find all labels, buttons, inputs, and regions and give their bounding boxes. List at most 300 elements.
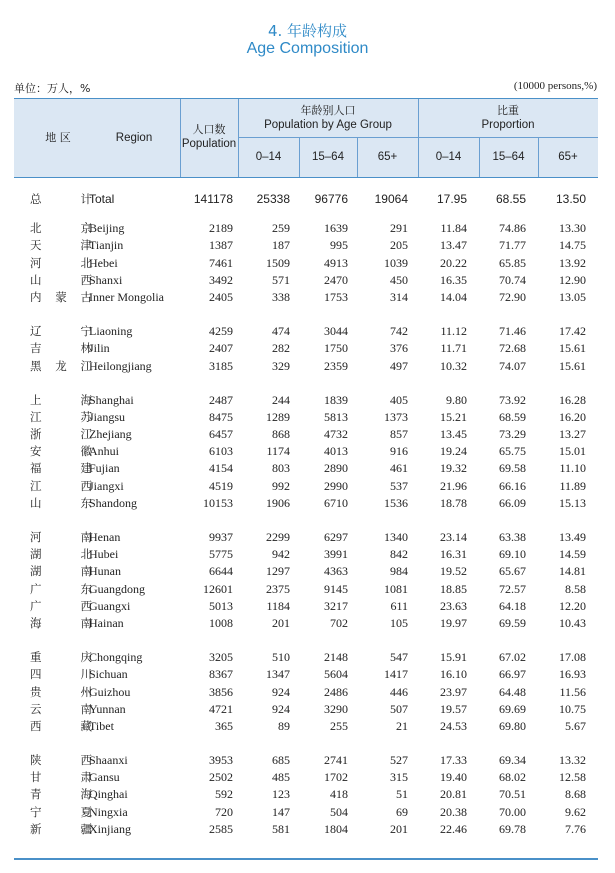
cell-a2: 2890 [324,461,348,476]
cell-p1: 19.97 [440,615,467,630]
cell-a2: 2741 [324,753,348,768]
region-name-en: Jiangxi [89,478,124,493]
cell-a3: 1536 [384,495,408,510]
cell-a3: 916 [390,444,408,459]
table-row [14,478,598,495]
region-name-cn: 陕西 [30,753,92,768]
cell-p1: 22.46 [440,821,467,836]
cell-a3: 1417 [384,667,408,682]
cell-a1: 338 [272,289,290,304]
region-name-en: Hunan [89,564,121,579]
cell-a2: 5813 [324,409,348,424]
cell-a1: 942 [272,547,290,562]
cell-p1: 18.85 [440,581,467,596]
unit-label-cn: 单位：万人，% [14,82,91,95]
cell-p1: 20.81 [440,787,467,802]
cell-pop: 4721 [209,701,233,716]
cell-pop: 3953 [209,753,233,768]
region-name-en: Jilin [89,341,110,356]
cell-p2: 69.58 [499,461,526,476]
cell-p3: 13.32 [559,753,586,768]
region-name-cn: 安徽 [30,444,92,459]
cell-p2: 71.77 [499,238,526,253]
table-header [14,98,598,178]
cell-pop: 6103 [209,444,233,459]
region-name-en: Ningxia [89,804,128,819]
cell-p2: 72.57 [499,581,526,596]
cell-a1: 510 [272,650,290,665]
cell-p1: 19.57 [440,701,467,716]
region-name-en: Total [89,192,115,206]
region-name-en: Yunnan [89,701,126,716]
cell-p2: 66.16 [499,478,526,493]
cell-pop: 3492 [209,272,233,287]
cell-a1: 329 [272,358,290,373]
header-population [180,123,238,151]
table-bottom-rule [14,858,598,860]
cell-pop: 4154 [209,461,233,476]
page-title-en: Age Composition [246,40,369,57]
cell-pop: 5775 [209,547,233,562]
cell-a2: 96776 [314,192,348,206]
cell-p2: 69.69 [499,701,526,716]
cell-a2: 4732 [324,427,348,442]
cell-pop: 2502 [209,770,233,785]
table-row [14,323,598,340]
cell-a3: 315 [390,770,408,785]
table-row [14,649,598,666]
header-proportion [418,104,598,132]
cell-p1: 23.63 [440,598,467,613]
cell-p2: 73.29 [499,427,526,442]
cell-a1: 1297 [266,564,290,579]
region-name-cn: 云南 [30,701,92,716]
cell-p3: 11.10 [559,461,586,476]
cell-p2: 65.75 [499,444,526,459]
cell-p1: 10.32 [440,358,467,373]
cell-a2: 9145 [324,581,348,596]
table-row [14,786,598,803]
cell-a1: 992 [272,478,290,493]
cell-p2: 64.18 [499,598,526,613]
region-name-cn: 海南 [30,615,92,630]
table-row [14,255,598,272]
table-row [14,804,598,821]
region-name-en: Qinghai [89,787,128,802]
header-prop-0-14: 0–14 [435,151,462,163]
region-name-cn: 甘肃 [30,770,92,785]
page-title-cn: 4. 年龄构成 [267,22,348,40]
header-region-cn: 地 区 [45,131,71,144]
header-age-65: 65+ [377,151,398,163]
cell-a1: 474 [272,324,290,339]
cell-a2: 3290 [324,701,348,716]
cell-a1: 1347 [266,667,290,682]
cell-p2: 63.38 [499,530,526,544]
cell-p3: 13.05 [559,289,586,304]
cell-p1: 24.53 [440,718,467,733]
cell-p2: 69.34 [499,753,526,768]
region-name-cn: 天津 [30,238,92,253]
region-name-cn: 黑龙江 [30,358,92,373]
header-age-0-14: 0–14 [255,151,282,163]
region-name-en: Shandong [89,495,137,510]
cell-p2: 69.78 [499,821,526,836]
region-name-en: Hainan [89,615,124,630]
cell-p2: 74.07 [499,358,526,373]
table-row [14,752,598,769]
cell-p3: 16.93 [559,667,586,682]
cell-a1: 1509 [266,255,290,270]
cell-a1: 1906 [266,495,290,510]
region-name-cn: 河北 [30,255,92,270]
cell-p2: 66.97 [499,667,526,682]
region-name-en: Henan [89,530,121,544]
cell-a3: 205 [390,238,408,253]
cell-p1: 16.35 [440,272,467,287]
cell-a3: 537 [390,478,408,493]
cell-a1: 571 [272,272,290,287]
unit-label-en: (10000 persons,%) [513,80,597,92]
region-name-cn: 上海 [30,392,92,407]
cell-pop: 2487 [209,392,233,407]
region-name-cn: 湖南 [30,564,92,579]
cell-a2: 1639 [324,221,348,236]
region-name-en: Heilongjiang [89,358,152,373]
cell-a2: 6710 [324,495,348,510]
cell-a3: 857 [390,427,408,442]
region-name-cn: 新疆 [30,821,92,836]
cell-p1: 17.33 [440,753,467,768]
region-name-en: Tibet [89,718,114,733]
cell-a1: 201 [272,615,290,630]
cell-p1: 14.04 [440,289,467,304]
region-name-en: Tianjin [89,238,124,253]
cell-p3: 15.01 [559,444,586,459]
region-name-cn: 山东 [30,495,92,510]
cell-a3: 1340 [384,530,408,544]
cell-pop: 6457 [209,427,233,442]
region-name-cn: 河南 [30,530,92,544]
header-age-group-en: Population by Age Group [264,119,392,131]
cell-pop: 3856 [209,684,233,699]
cell-p2: 68.59 [499,409,526,424]
cell-pop: 2405 [209,289,233,304]
table-row [14,443,598,460]
cell-p2: 68.02 [499,770,526,785]
cell-p2: 67.02 [499,650,526,665]
cell-p3: 14.59 [559,547,586,562]
region-name-cn: 山西 [30,272,92,287]
cell-p1: 19.52 [440,564,467,579]
table-row [14,529,598,546]
region-name-en: Fujian [89,461,120,476]
region-name-cn: 重庆 [30,650,92,665]
cell-p1: 18.78 [440,495,467,510]
cell-p2: 65.67 [499,564,526,579]
cell-pop: 8475 [209,409,233,424]
table-row [14,769,598,786]
cell-a1: 1174 [266,444,290,459]
cell-p1: 16.31 [440,547,467,562]
table-row [14,409,598,426]
cell-p3: 14.75 [559,238,586,253]
cell-p3: 11.89 [559,478,586,493]
cell-a3: 21 [396,718,408,733]
cell-a1: 924 [272,684,290,699]
cell-p3: 12.58 [559,770,586,785]
cell-a3: 507 [390,701,408,716]
region-name-en: Inner Mongolia [89,289,164,304]
header-prop-65: 65+ [558,151,578,163]
table-row [14,563,598,580]
cell-a3: 405 [390,392,408,407]
table-row [14,821,598,838]
region-name-cn: 北京 [30,221,92,236]
total-row [14,191,598,208]
cell-pop: 4519 [209,478,233,493]
cell-a3: 1373 [384,409,408,424]
cell-a2: 2148 [324,650,348,665]
cell-pop: 2585 [209,821,233,836]
cell-p1: 11.71 [440,341,467,356]
cell-a1: 1184 [266,598,290,613]
cell-a3: 19064 [374,192,408,206]
cell-a3: 547 [390,650,408,665]
table-body [14,176,598,838]
cell-a1: 924 [272,701,290,716]
cell-a1: 25338 [256,192,290,206]
cell-p3: 13.27 [559,427,586,442]
cell-p2: 64.48 [499,684,526,699]
header-proportion-en: Proportion [481,119,535,131]
region-name-en: Shaanxi [89,753,128,768]
cell-p1: 20.22 [440,255,467,270]
cell-a1: 147 [272,804,290,819]
region-name-cn: 江苏 [30,409,92,424]
cell-p1: 19.24 [440,444,467,459]
cell-a1: 89 [278,718,290,733]
cell-a1: 803 [272,461,290,476]
header-age-group-cn: 年龄别人口 [300,104,356,117]
header-proportion-cn: 比重 [497,104,519,117]
cell-a3: 461 [390,461,408,476]
cell-a2: 4913 [324,255,348,270]
cell-p1: 16.10 [440,667,467,682]
cell-a2: 1750 [324,341,348,356]
table-row [14,340,598,357]
cell-a1: 244 [272,392,290,407]
cell-pop: 6644 [209,564,233,579]
region-name-cn: 内蒙古 [30,289,92,304]
region-name-cn: 湖北 [30,547,92,562]
cell-a3: 450 [390,272,408,287]
cell-p2: 71.46 [499,324,526,339]
table-row [14,460,598,477]
cell-p2: 65.85 [499,255,526,270]
cell-p1: 13.47 [440,238,467,253]
table-row [14,598,598,615]
cell-pop: 141178 [193,192,233,206]
cell-a1: 259 [272,221,290,236]
table-row [14,272,598,289]
region-name-en: Shanghai [89,392,134,407]
cell-a3: 446 [390,684,408,699]
cell-p3: 10.75 [559,701,586,716]
region-name-cn: 总计 [30,192,92,206]
header-age-15-64: 15–64 [312,151,344,163]
cell-p1: 11.12 [440,324,467,339]
cell-p2: 69.59 [499,615,526,630]
table-row [14,392,598,409]
cell-a3: 1039 [384,255,408,270]
cell-p3: 15.61 [559,358,586,373]
cell-p3: 14.81 [559,564,586,579]
cell-a2: 2486 [324,684,348,699]
cell-a2: 5604 [324,667,348,682]
cell-p3: 17.08 [559,650,586,665]
cell-p1: 23.14 [440,530,467,544]
cell-p3: 7.76 [565,821,586,836]
cell-a3: 291 [390,221,408,236]
region-name-en: Guizhou [89,684,131,699]
region-name-en: Jiangsu [89,409,125,424]
cell-pop: 365 [215,718,233,733]
cell-a3: 314 [390,289,408,304]
header-region-en: Region [115,132,153,144]
cell-p2: 70.51 [499,787,526,802]
cell-a3: 497 [390,358,408,373]
cell-a2: 3217 [324,598,348,613]
table-row [14,581,598,598]
cell-a2: 1753 [324,289,348,304]
cell-a2: 995 [330,238,348,253]
cell-a3: 742 [390,324,408,339]
cell-p1: 19.40 [440,770,467,785]
cell-p2: 72.90 [499,289,526,304]
region-name-cn: 宁夏 [30,804,92,819]
cell-a2: 255 [330,718,348,733]
cell-p2: 72.68 [499,341,526,356]
cell-a3: 1081 [384,581,408,596]
cell-a1: 123 [272,787,290,802]
cell-a2: 2470 [324,272,348,287]
cell-a1: 581 [272,821,290,836]
cell-p3: 16.20 [559,409,586,424]
cell-p2: 70.00 [499,804,526,819]
header-divider [238,137,598,138]
cell-p1: 9.80 [446,392,467,407]
region-name-en: Sichuan [89,667,128,682]
region-name-en: Hebei [89,255,118,270]
cell-p3: 5.67 [565,718,586,733]
table-row [14,701,598,718]
cell-p3: 12.90 [559,272,586,287]
region-name-en: Guangxi [89,598,131,613]
cell-a2: 418 [330,787,348,802]
cell-pop: 5013 [209,598,233,613]
cell-a2: 2990 [324,478,348,493]
region-name-en: Shanxi [89,272,123,287]
region-name-cn: 福建 [30,461,92,476]
cell-a1: 868 [272,427,290,442]
region-name-cn: 辽宁 [30,324,92,339]
table-row [14,289,598,306]
cell-a2: 1804 [324,821,348,836]
cell-pop: 2407 [209,341,233,356]
cell-a3: 201 [390,821,408,836]
header-age-group [238,104,418,132]
cell-p2: 73.92 [499,392,526,407]
table-row [14,615,598,632]
header-population-en: Population [181,138,237,150]
table-row [14,220,598,237]
table-row [14,426,598,443]
cell-a2: 3991 [324,547,348,562]
cell-a1: 282 [272,341,290,356]
cell-pop: 592 [215,787,233,802]
region-name-en: Beijing [89,221,125,236]
cell-a2: 702 [330,615,348,630]
cell-a3: 527 [390,753,408,768]
region-name-cn: 浙江 [30,427,92,442]
cell-p1: 20.38 [440,804,467,819]
cell-a2: 4363 [324,564,348,579]
cell-a2: 6297 [324,530,348,544]
cell-p3: 13.92 [559,255,586,270]
cell-p1: 19.32 [440,461,467,476]
cell-p2: 68.55 [495,192,526,206]
cell-p3: 10.43 [559,615,586,630]
region-name-en: Zhejiang [89,427,132,442]
cell-a3: 51 [396,787,408,802]
region-name-en: Hubei [89,547,119,562]
cell-a2: 3044 [324,324,348,339]
cell-p1: 15.91 [440,650,467,665]
cell-a2: 1702 [324,770,348,785]
table-row [14,237,598,254]
region-name-cn: 广东 [30,581,92,596]
region-name-cn: 四川 [30,667,92,682]
cell-p3: 16.28 [559,392,586,407]
cell-p3: 8.68 [565,787,586,802]
cell-p2: 74.86 [499,221,526,236]
table-row [14,666,598,683]
region-name-en: Xinjiang [89,821,131,836]
cell-p1: 13.45 [440,427,467,442]
cell-p3: 15.13 [559,495,586,510]
cell-p3: 11.56 [559,684,586,699]
cell-p3: 12.20 [559,598,586,613]
region-name-cn: 贵州 [30,684,92,699]
region-name-en: Liaoning [89,324,133,339]
cell-p1: 15.21 [440,409,467,424]
cell-a2: 504 [330,804,348,819]
table-row [14,495,598,512]
cell-pop: 12601 [203,581,233,596]
cell-p3: 13.49 [559,530,586,544]
cell-pop: 10153 [203,495,233,510]
cell-pop: 2189 [209,221,233,236]
region-name-cn: 青海 [30,787,92,802]
header-population-cn: 人口数 [192,123,226,136]
cell-pop: 3205 [209,650,233,665]
region-name-cn: 江西 [30,478,92,493]
cell-p2: 66.09 [499,495,526,510]
cell-pop: 9937 [209,530,233,544]
table-row [14,546,598,563]
cell-a3: 69 [396,804,408,819]
